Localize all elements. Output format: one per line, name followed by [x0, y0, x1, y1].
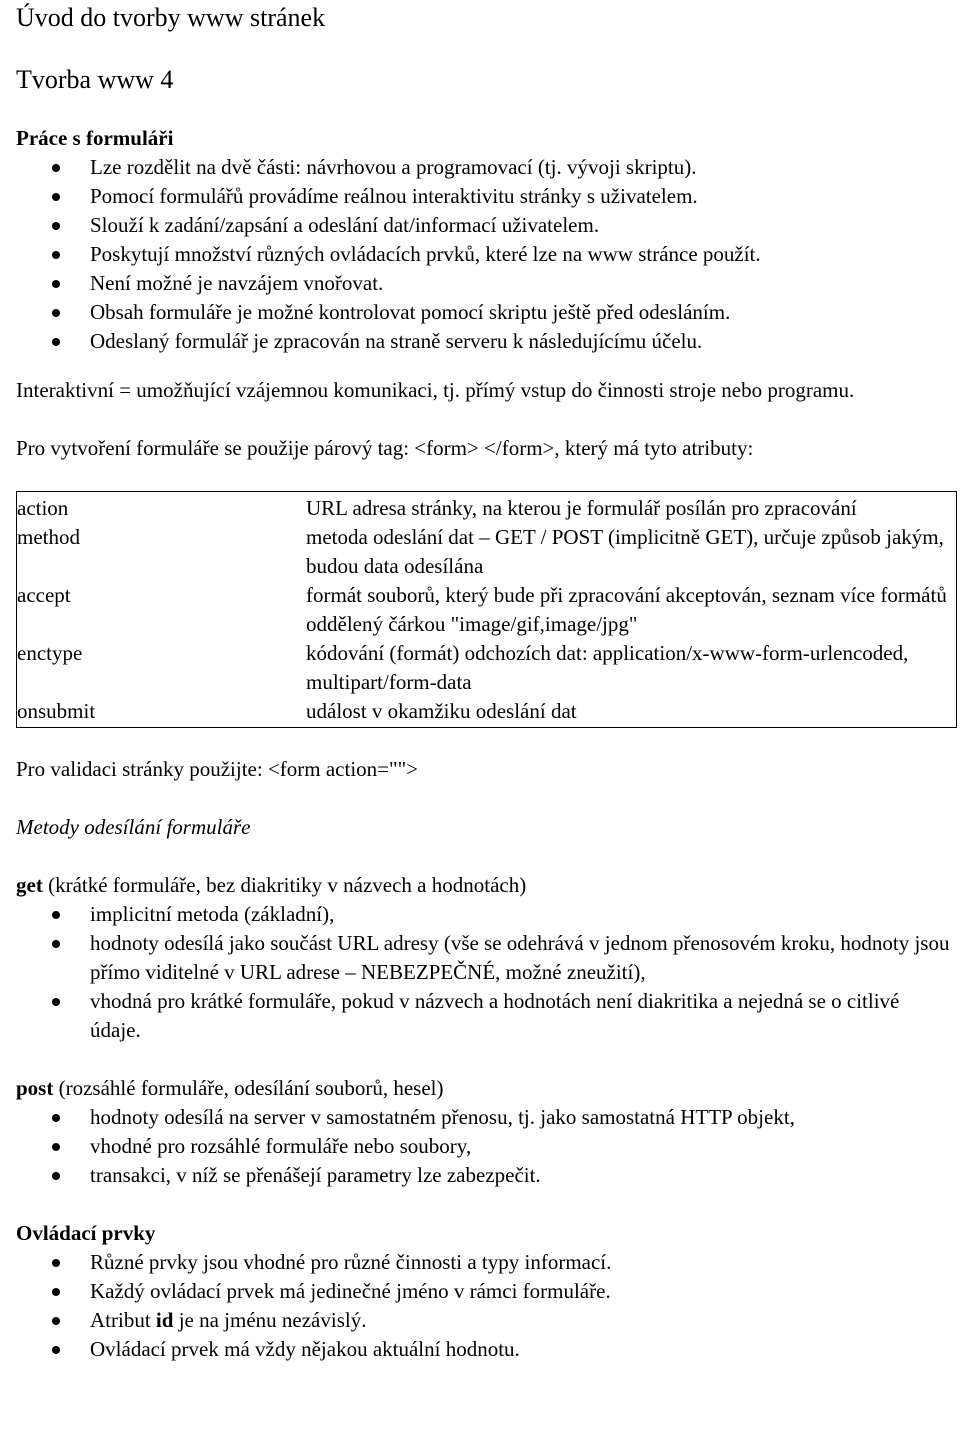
attribute-name: enctype	[17, 641, 83, 665]
controls-section-heading: Ovládací prvky	[16, 1221, 156, 1245]
attribute-description: formát souborů, který bude při zpracování akceptován, seznam více formátů oddělený čárkou "image/gif,image/jpg"	[306, 583, 947, 636]
post-keyword: post	[16, 1076, 54, 1100]
document-subtitle: Tvorba www 4	[16, 65, 174, 94]
form-tag-intro: Pro vytvoření formuláře se použije párový tag: <form> </form>, který má tyto atributy:	[16, 436, 754, 460]
attribute-name: accept	[17, 583, 71, 607]
get-method-intro	[16, 871, 952, 900]
list-item: Každý ovládací prvek má jedinečné jméno v rámci formuláře.	[16, 1277, 952, 1306]
list-item: Slouží k zadání/zapsání a odeslání dat/informací uživatelem.	[16, 211, 952, 240]
attribute-description: kódování (formát) odchozích dat: application/x-www-form-urlencoded, multipart/form-data	[306, 641, 909, 694]
list-item	[16, 1306, 952, 1335]
table-row	[17, 697, 957, 728]
list-item: Není možné je navzájem vnořovat.	[16, 269, 952, 298]
form-attributes-table	[16, 491, 957, 728]
list-item: hodnoty odesílá na server v samostatném přenosu, tj. jako samostatná HTTP objekt,	[16, 1103, 952, 1132]
list-item: Obsah formuláře je možné kontrolovat pomocí skriptu ještě před odesláním.	[16, 298, 952, 327]
id-attribute-keyword: id	[155, 1308, 174, 1332]
post-bullet-list	[16, 1103, 952, 1190]
get-keyword: get	[16, 873, 43, 897]
list-item: Pomocí formulářů provádíme reálnou interaktivitu stránky s uživatelem.	[16, 182, 952, 211]
table-row	[17, 581, 957, 639]
list-item: Různé prvky jsou vhodné pro různé činnosti a typy informací.	[16, 1248, 952, 1277]
get-method-description: (krátké formuláře, bez diakritiky v názvech a hodnotách)	[42, 873, 527, 897]
attribute-name: onsubmit	[17, 699, 96, 723]
document-page	[16, 0, 952, 1364]
table-row	[17, 639, 957, 697]
attribute-description: metoda odeslání dat – GET / POST (implicitně GET), určuje způsob jakým, budou data odesílána	[306, 525, 944, 578]
attribute-name: action	[17, 496, 69, 520]
forms-bullet-list	[16, 153, 952, 356]
interactive-note: Interaktivní = umožňující vzájemnou komunikaci, tj. přímý vstup do činnosti stroje nebo programu.	[16, 378, 855, 402]
forms-section-heading: Práce s formuláři	[16, 126, 174, 150]
id-attribute-suffix: je na jménu nezávislý.	[173, 1308, 367, 1332]
attribute-description: URL adresa stránky, na kterou je formulář posílán pro zpracování	[306, 496, 857, 520]
list-item: Ovládací prvek má vždy nějakou aktuální hodnotu.	[16, 1335, 952, 1364]
table-row	[17, 523, 957, 581]
validation-note: Pro validaci stránky použijte: <form action="">	[16, 757, 418, 781]
list-item: transakci, v níž se přenášejí parametry lze zabezpečit.	[16, 1161, 952, 1190]
document-title: Úvod do tvorby www stránek	[16, 3, 326, 32]
table-row	[17, 492, 957, 524]
attribute-name: method	[17, 525, 80, 549]
get-bullet-list	[16, 900, 952, 1045]
list-item: hodnoty odesílá jako součást URL adresy (vše se odehrává v jednom přenosovém kroku, hodnoty jsou přímo viditelné v URL adrese – NEBEZPEČNÉ, možné zneužití),	[16, 929, 952, 987]
post-method-description: (rozsáhlé formuláře, odesílání souborů, hesel)	[53, 1076, 444, 1100]
attribute-description: událost v okamžiku odeslání dat	[306, 699, 577, 723]
list-item: vhodná pro krátké formuláře, pokud v názvech a hodnotách není diakritika a nejedná se o citlivé údaje.	[16, 987, 952, 1045]
methods-heading: Metody odesílání formuláře	[16, 815, 251, 839]
list-item: Lze rozdělit na dvě části: návrhovou a programovací (tj. vývoji skriptu).	[16, 153, 952, 182]
list-item: Odeslaný formulář je zpracován na straně serveru k následujícímu účelu.	[16, 327, 952, 356]
list-item: Poskytují množství různých ovládacích prvků, které lze na www stránce použít.	[16, 240, 952, 269]
list-item: vhodné pro rozsáhlé formuláře nebo soubory,	[16, 1132, 952, 1161]
id-attribute-prefix: Atribut	[90, 1308, 156, 1332]
controls-bullet-list	[16, 1248, 952, 1364]
post-method-intro	[16, 1074, 952, 1103]
list-item: implicitní metoda (základní),	[16, 900, 952, 929]
